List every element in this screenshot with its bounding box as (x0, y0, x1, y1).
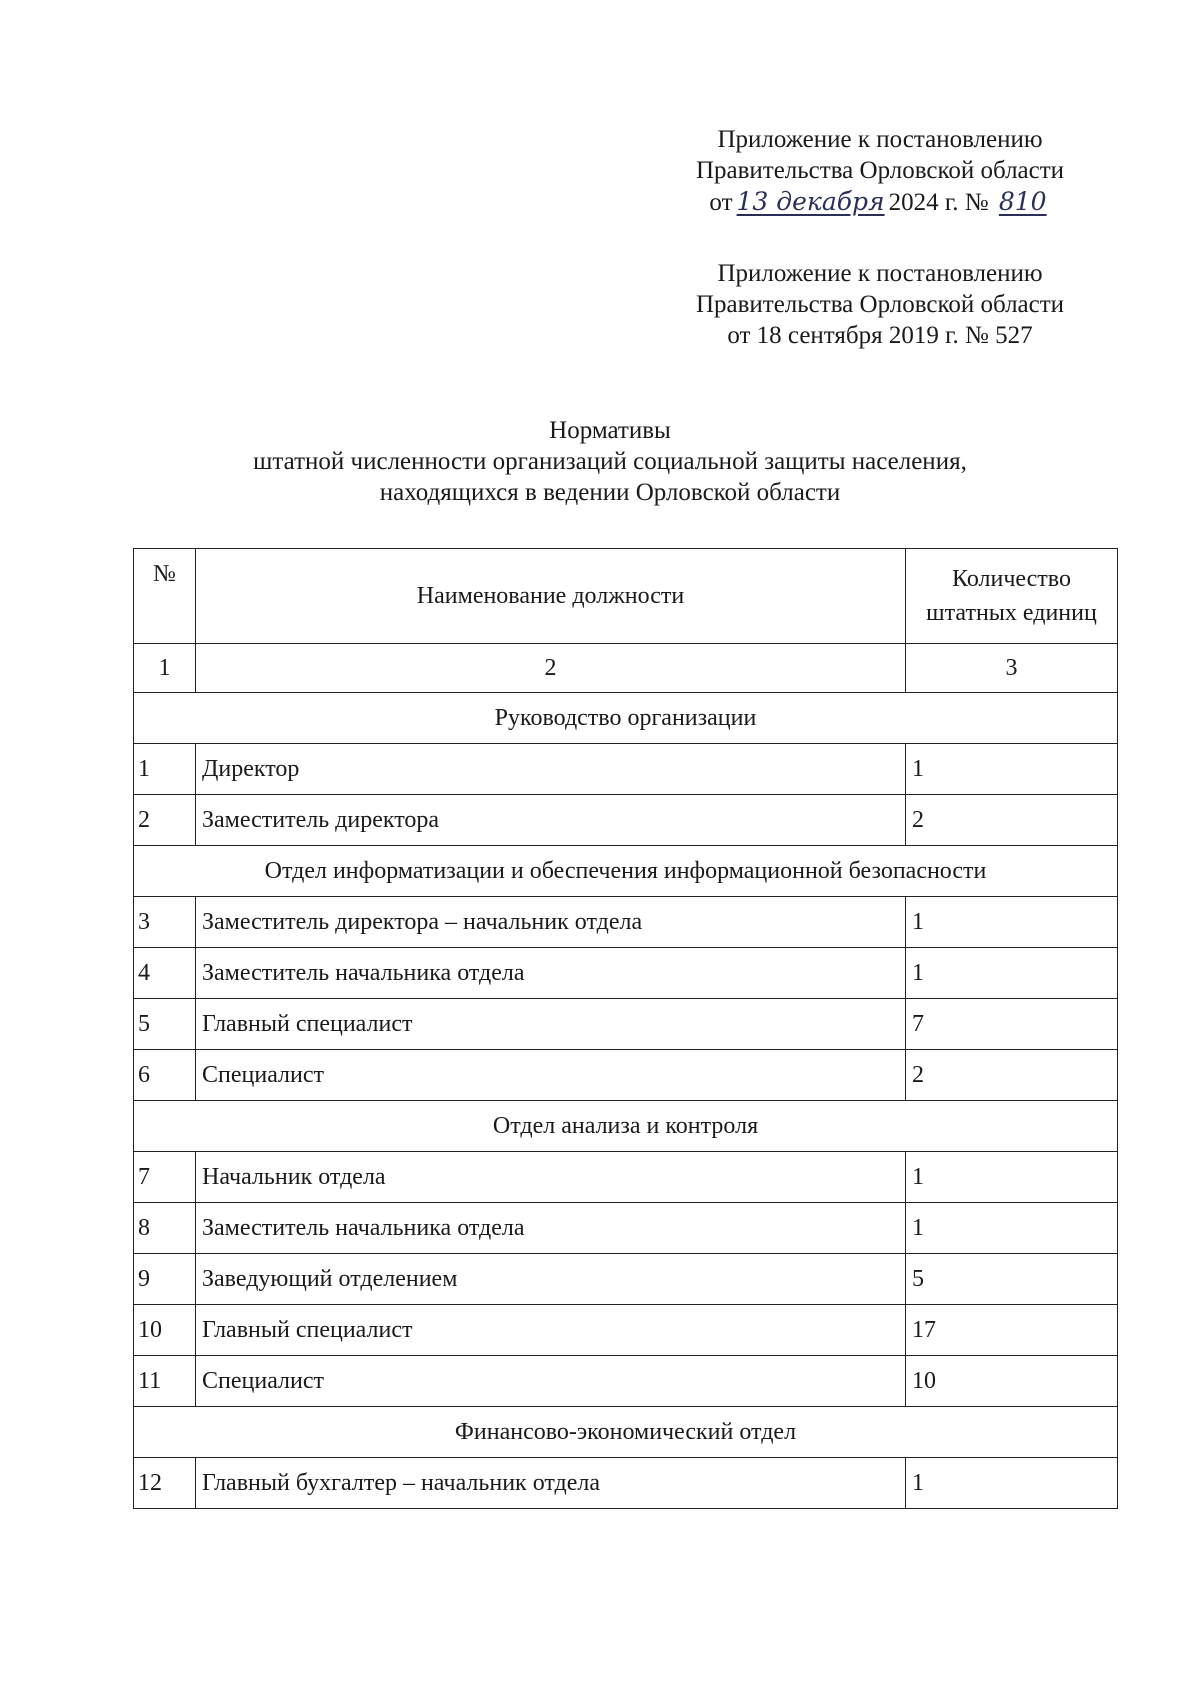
staff-count: 1 (906, 1152, 1118, 1203)
table-row (134, 744, 1118, 795)
approval-old-line-2: Правительства Орловской области (695, 291, 1065, 318)
handwritten-number: 810 (998, 187, 1047, 216)
title-line-3: находящихся в ведении Орловской области (379, 479, 841, 506)
handwritten-date: 13 декабря (736, 187, 885, 216)
section-row (134, 1407, 1118, 1458)
position-name: Начальник отдела (196, 1152, 906, 1203)
position-name: Заместитель директора – начальник отдела (196, 897, 906, 948)
staff-table (133, 548, 1118, 1509)
row-number: 4 (134, 948, 196, 999)
table-row (134, 999, 1118, 1050)
row-number: 6 (134, 1050, 196, 1101)
staff-count: 17 (906, 1305, 1118, 1356)
section-title: Отдел анализа и контроля (134, 1101, 1118, 1152)
position-name: Специалист (196, 1050, 906, 1101)
row-number: 12 (134, 1458, 196, 1509)
table-row (134, 1356, 1118, 1407)
section-row (134, 1101, 1118, 1152)
section-title: Руководство организации (134, 693, 1118, 744)
table-row (134, 1152, 1118, 1203)
staff-count: 1 (906, 1203, 1118, 1254)
row-number: 5 (134, 999, 196, 1050)
table-row (134, 1254, 1118, 1305)
position-name: Заместитель начальника отдела (196, 948, 906, 999)
table-row (134, 1203, 1118, 1254)
approval-line-2: Правительства Орловской области (695, 157, 1065, 184)
table-row (134, 795, 1118, 846)
row-number: 7 (134, 1152, 196, 1203)
approval-stamp-old (650, 258, 1110, 351)
table-header-row (134, 549, 1118, 644)
staff-count: 2 (906, 795, 1118, 846)
row-number: 11 (134, 1356, 196, 1407)
table-row (134, 1305, 1118, 1356)
title-line-2: штатной численности организаций социальной защиты населения, (253, 448, 967, 475)
position-name: Специалист (196, 1356, 906, 1407)
staff-count: 1 (906, 1458, 1118, 1509)
approval-prefix: от (709, 189, 733, 216)
row-number: 1 (134, 744, 196, 795)
table-row (134, 1458, 1118, 1509)
staff-count: 1 (906, 948, 1118, 999)
header-num: № (134, 549, 196, 644)
position-name: Главный бухгалтер – начальник отдела (196, 1458, 906, 1509)
staff-count: 1 (906, 744, 1118, 795)
approval-line-1: Приложение к постановлению (717, 126, 1043, 153)
table-row (134, 1050, 1118, 1101)
column-numbers-row (134, 644, 1118, 693)
section-row (134, 693, 1118, 744)
approval-old-line-3: от 18 сентября 2019 г. № 527 (727, 322, 1033, 349)
approval-old-line-1: Приложение к постановлению (717, 260, 1043, 287)
staff-count: 7 (906, 999, 1118, 1050)
row-number: 9 (134, 1254, 196, 1305)
column-number-3: 3 (906, 644, 1118, 693)
section-title: Финансово-экономический отдел (134, 1407, 1118, 1458)
row-number: 8 (134, 1203, 196, 1254)
row-number: 2 (134, 795, 196, 846)
staff-count: 2 (906, 1050, 1118, 1101)
table-row (134, 948, 1118, 999)
row-number: 3 (134, 897, 196, 948)
document-title (180, 415, 1040, 508)
column-number-2: 2 (196, 644, 906, 693)
approval-date-line (650, 186, 1110, 218)
staff-count: 10 (906, 1356, 1118, 1407)
table-row (134, 897, 1118, 948)
header-qty: Количество штатных единиц (906, 549, 1118, 644)
position-name: Главный специалист (196, 999, 906, 1050)
staff-count: 5 (906, 1254, 1118, 1305)
title-line-1: Нормативы (549, 417, 671, 444)
position-name: Заместитель начальника отдела (196, 1203, 906, 1254)
position-name: Заместитель директора (196, 795, 906, 846)
header-name: Наименование должности (196, 549, 906, 644)
position-name: Заведующий отделением (196, 1254, 906, 1305)
section-title: Отдел информатизации и обеспечения информационной безопасности (134, 846, 1118, 897)
approval-stamp-new (650, 124, 1110, 218)
approval-year: 2024 г. № (888, 189, 989, 216)
position-name: Главный специалист (196, 1305, 906, 1356)
section-row (134, 846, 1118, 897)
row-number: 10 (134, 1305, 196, 1356)
position-name: Директор (196, 744, 906, 795)
column-number-1: 1 (134, 644, 196, 693)
staff-count: 1 (906, 897, 1118, 948)
